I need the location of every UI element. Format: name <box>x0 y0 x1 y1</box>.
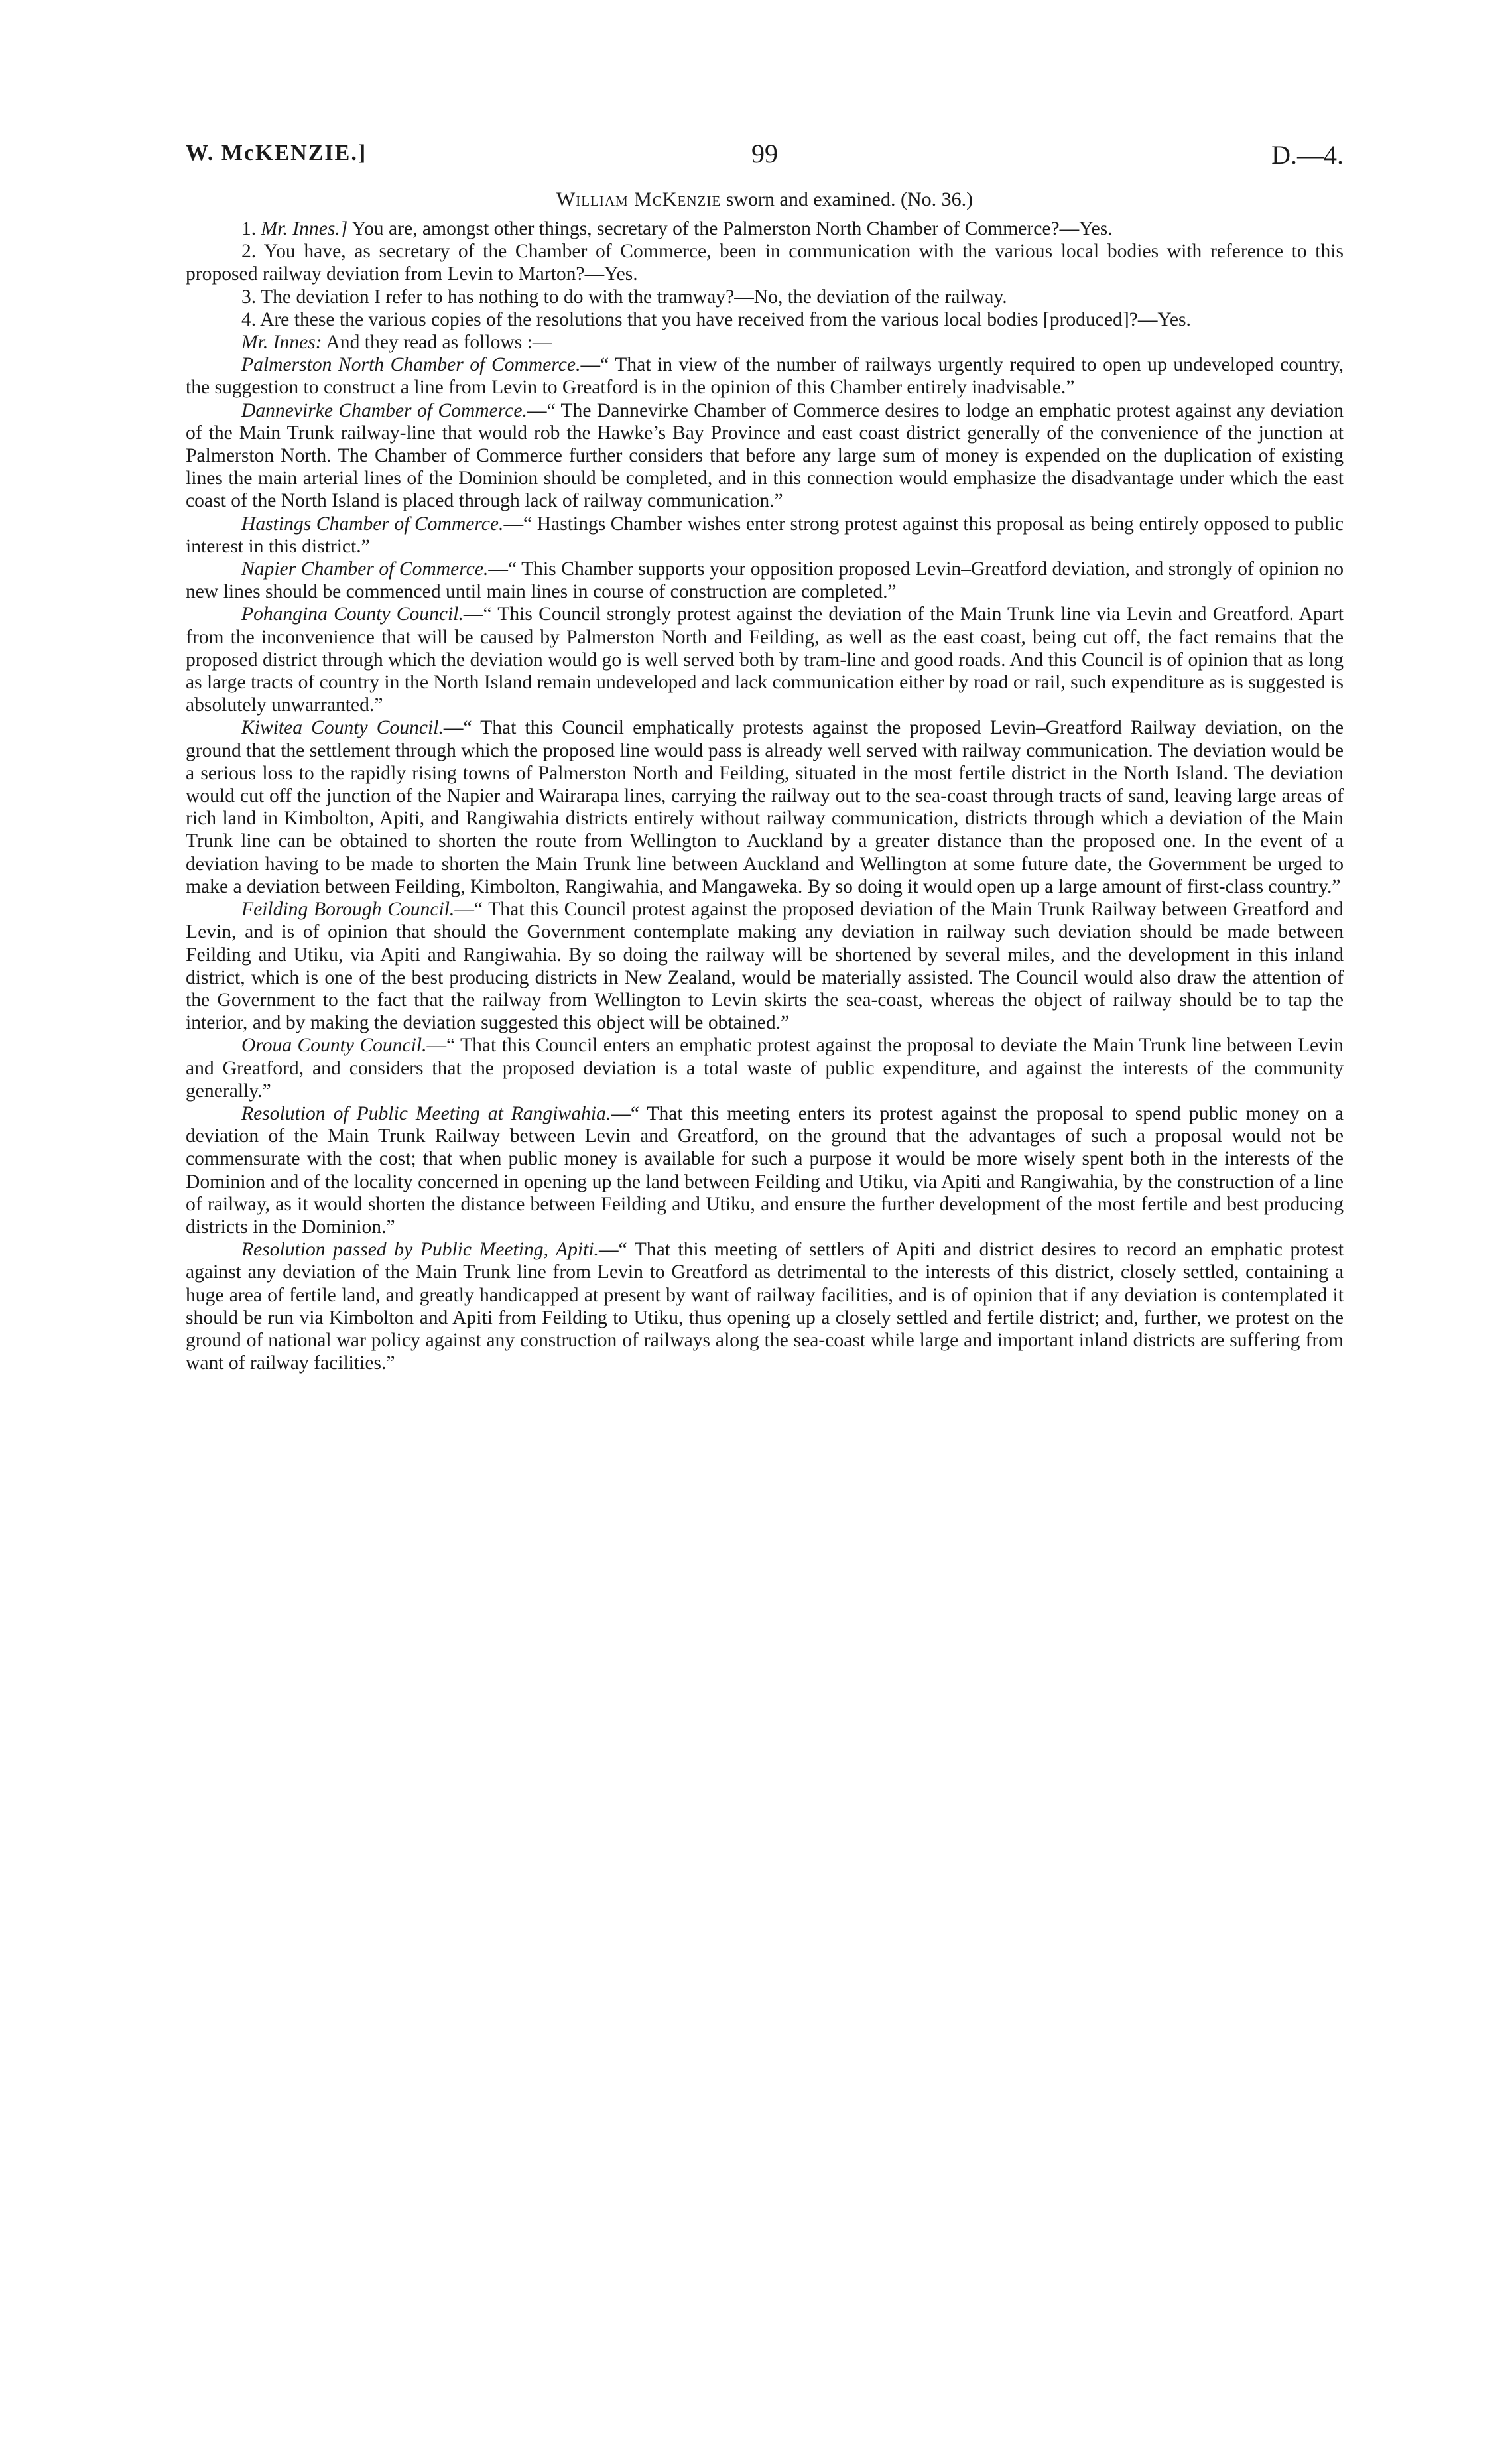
paragraph <box>186 1238 1344 1374</box>
paragraph-number: 1. <box>241 218 261 239</box>
paragraph <box>186 716 1344 898</box>
paragraph-text: 3. The deviation I refer to has nothing to do with the tramway?—No, the deviation of the railway. <box>241 286 1007 308</box>
paragraph <box>186 331 1344 354</box>
paragraph <box>186 354 1344 399</box>
paragraph-label: Resolution passed by Public Meeting, Apiti. <box>241 1239 599 1261</box>
paragraph-text: 4. Are these the various copies of the resolutions that you have received from the various local bodies [produced]?—Yes. <box>241 308 1191 330</box>
paragraph <box>186 603 1344 716</box>
paragraph <box>186 218 1344 240</box>
paragraph <box>186 1102 1344 1238</box>
paragraph-text: And they read as follows :— <box>322 332 552 354</box>
paragraph-text: —“ That this Council enters an emphatic protest against the proposal to deviate the Main Trunk line between Levin and Greatford, and considers that the proposed deviation is a total waste of public expenditure, and against the interests of the community generally.” <box>186 1035 1344 1102</box>
body-text <box>186 218 1344 1374</box>
paragraph-text: —“ The Dannevirke Chamber of Commerce desires to lodge an emphatic protest against any deviation of the Main Trunk railway-line that would rob the Hawke’s Bay Province and east coast district generally of the convenience of the junction at Palmerston North. The Chamber of Commerce further considers that before any large sum of money is expended on the duplication of existing lines the main arterial lines of the Dominion should be completed, and in this connection would emphasize the disadvantage under which the east coast of the North Island is placed through lack of railway communication.” <box>186 399 1344 512</box>
header-witness-name: W. McKENZIE.] <box>186 141 367 165</box>
document-reference: D.—4. <box>1271 140 1344 170</box>
paragraph <box>186 240 1344 285</box>
paragraph <box>186 308 1344 331</box>
paragraph-text: —“ That in view of the number of railways urgently required to open up undeveloped country, the suggestion to construct a line from Levin to Greatford is in the opinion of this Chamber entirely inadvisable.” <box>186 354 1344 399</box>
paragraph-text: 2. You have, as secretary of the Chamber of Commerce, been in communication with the various local bodies with reference to this proposed railway deviation from Levin to Marton?—Yes. <box>186 241 1344 285</box>
paragraph-label: Resolution of Public Meeting at Rangiwahia. <box>241 1102 611 1124</box>
paragraph-label: Napier Chamber of Commerce. <box>241 558 489 580</box>
paragraph <box>186 1034 1344 1102</box>
heading-rest: sworn and examined. (No. 36.) <box>721 188 974 210</box>
paragraph-label: Pohangina County Council. <box>241 604 464 625</box>
document-page <box>186 133 1344 2401</box>
paragraph-text: —“ This Chamber supports your opposition proposed Levin–Greatford deviation, and strongly of opinion no new lines should be commenced until main lines in course of construction are completed.” <box>186 558 1344 603</box>
paragraph-text: —“ That this Council emphatically protests against the proposed Levin–Greatford Railway deviation, on the ground that the settlement through which the proposed line would pass is already well served with railway communication. The deviation would be a serious loss to the rapidly rising towns of Palmerston North and Feilding, situated in the most fertile district in the North Island. The deviation would cut off the junction of the Napier and Wairarapa lines, carrying the railway out to the sea-coast through tracts of sand, leaving large areas of rich land in Kimbolton, Apiti, and Rangiwahia districts entirely without railway communication, districts through which a deviation of the Main Trunk line can be obtained to shorten the route from Wellington to Auckland by a greater distance than the proposed one. In the event of a deviation having to be made to shorten the Main Trunk line between Auckland and Wellington at some future date, the Government be urged to make a deviation between Feilding, Kimbolton, Rangiwahia, and Mangaweka. By so doing it would open up a large amount of first-class country.” <box>186 717 1344 897</box>
witness-name: William McKenzie <box>556 188 722 210</box>
paragraph-text: —“ That this Council protest against the proposed deviation of the Main Trunk Railway between Greatford and Levin, and is of opinion that should the Government contemplate making any deviation in railway such deviation should be made between Feilding and Utiku, via Apiti and Rangiwahia. By so doing the railway will be shortened by several miles, and the development in this inland district, which is one of the best producing districts in New Zealand, would be materially assisted. The Council would also draw the attention of the Government to the fact that the railway from Wellington to Levin skirts the sea-coast, whereas the object of railway should be to tap the interior, and by making the deviation suggested this object will be obtained.” <box>186 899 1344 1034</box>
paragraph-label: Feilding Borough Council. <box>241 899 455 921</box>
paragraph-label: Mr. Innes.] <box>261 218 348 239</box>
page-number: 99 <box>751 139 778 168</box>
paragraph-text: —“ That this meeting of settlers of Apiti and district desires to record an emphatic protest against any deviation of the Main Trunk line from Levin to Greatford as detrimental to the interests of this district, closely settled, containing a huge area of fertile land, and greatly handicapped at present by want of railway facilities, and is of opinion that if any deviation is contemplated it should be run via Kimbolton and Apiti from Feilding to Utiku, thus opening up a closely settled and fertile district; and, further, we protest on the ground of national war policy against any construction of railways along the sea-coast while large and important inland districts are suffering from want of railway facilities.” <box>186 1239 1344 1374</box>
paragraph-text: You are, amongst other things, secretary of the Palmerston North Chamber of Commerce?—Yes. <box>347 218 1113 239</box>
paragraph-text: —“ This Council strongly protest against the deviation of the Main Trunk line via Levin and Greatford. Apart from the inconvenience that will be caused by Palmerston North and Feilding, as well as the east coast, being cut off, the fact remains that the proposed district through which the deviation would go is well served both by tram-line and good roads. And this Council is of opinion that as long as large tracts of country in the North Island remain undeveloped and lack communication either by road or rail, such expenditure as is suggested is absolutely unwarranted.” <box>186 604 1344 716</box>
paragraph <box>186 558 1344 603</box>
paragraph-label: Kiwitea County Council. <box>241 717 444 739</box>
paragraph-label: Mr. Innes: <box>241 332 322 354</box>
paragraph <box>186 513 1344 558</box>
witness-heading <box>186 188 1344 211</box>
paragraph <box>186 898 1344 1034</box>
paragraph-label: Hastings Chamber of Commerce. <box>241 513 504 535</box>
paragraph-label: Oroua County Council. <box>241 1035 427 1057</box>
page-header <box>186 133 1344 180</box>
paragraph-label: Dannevirke Chamber of Commerce. <box>241 399 527 421</box>
paragraph <box>186 286 1344 308</box>
paragraph-text: —“ Hastings Chamber wishes enter strong protest against this proposal as being entirely opposed to public interest in this district.” <box>186 513 1344 557</box>
paragraph <box>186 399 1344 513</box>
paragraph-text: —“ That this meeting enters its protest against the proposal to spend public money on a deviation of the Main Trunk Railway between Levin and Greatford, on the ground that the advantages of such a proposal would not be commensurate with the cost; that when public money is available for such a purpose it would be more wisely spent both in the interests of the Dominion and of the locality concerned in opening up the land between Feilding and Utiku, via Apiti and Rangiwahia, by the construction of a line of railway, as it would shorten the distance between Feilding and Utiku, and ensure the further development of the most fertile and best producing districts in the Dominion.” <box>186 1102 1344 1238</box>
paragraph-label: Palmerston North Chamber of Commerce. <box>241 354 581 376</box>
